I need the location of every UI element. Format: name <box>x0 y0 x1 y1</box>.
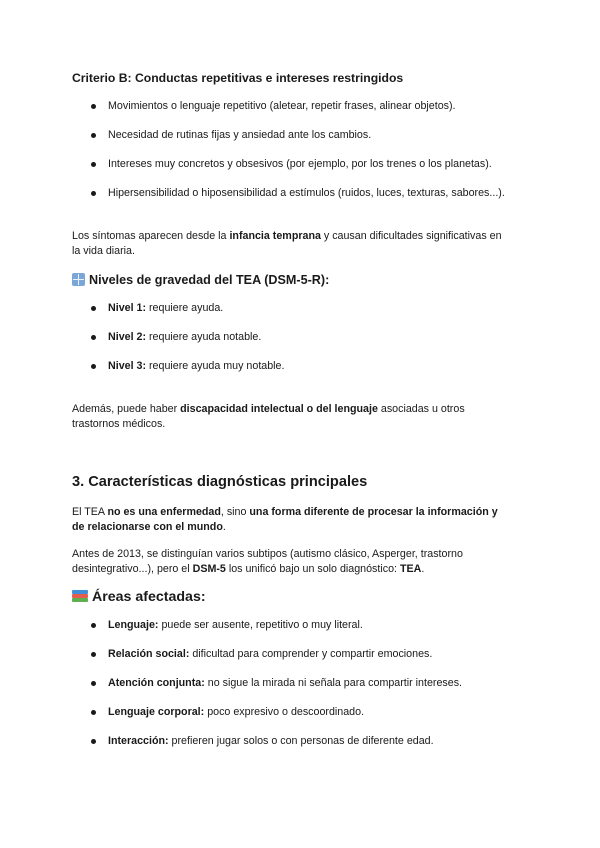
bullet-icon <box>91 623 96 628</box>
bullet-icon <box>91 710 96 715</box>
document-page: Criterio B: Conductas repetitivas e intereses restringidos Movimientos o lenguaje repetitivo (aletear, repetir frases, alinear objetos). Necesidad de rutinas fijas y ansiedad ante los cambios. Intereses muy concretos y obsesivos (por ejemplo, por los trenes o los planetas). Hipersensibilidad o hiposensibilidad a estímulos (ruidos, luces, texturas, sabores...). Los síntomas aparecen desde la infancia temprana y causan dificultades significativas en la vida diaria. Niveles de gravedad del TEA (DSM-5-R): Nivel 1: requiere ayuda. Nivel 2: requiere ayuda notable. Nivel 3: requiere ayuda muy notable. Además, puede haber discapacidad intelectual o del lenguaje asociadas u otros trastornos médicos. 3. Características diagnósticas principales El TEA no es una enfermedad, sino una forma diferente de procesar la información y de relacionarse con el mundo. Antes de 2013, se distinguían varios subtipos (autismo clásico, Asperger, trastorno desintegrativo...), pero el DSM-5 los unificó bajo un solo diagnóstico: TEA. Áreas afectadas: Lenguaje: puede ser ausente, repetitivo o muy literal. Relación social: dificultad para comprender y compartir emociones. Atención conjunta: no sigue la mirada ni señala para compartir intereses. Lenguaje corporal: poco expresivo o descoordinado. Interacción: prefieren jugar solos o con personas de diferente edad. <box>0 0 600 848</box>
section-3-heading: 3. Características diagnósticas principales <box>72 474 368 490</box>
bullet-icon <box>91 364 96 369</box>
tea-definition-paragraph: El TEA no es una enfermedad, sino una forma diferente de procesar la información y de relacionarse con el mundo. <box>72 506 498 533</box>
areas-heading: Áreas afectadas: <box>72 589 206 605</box>
criterio-b-heading: Criterio B: Conductas repetitivas e intereses restringidos <box>72 71 404 85</box>
subtypes-paragraph: Antes de 2013, se distinguían varios subtipos (autismo clásico, Asperger, trastorno desintegrativo...), pero el DSM-5 los unificó bajo un solo diagnóstico: TEA. <box>72 548 463 575</box>
sintomas-paragraph: Los síntomas aparecen desde la infancia temprana y causan dificultades significativas en la vida diaria. <box>72 230 502 257</box>
bullet-icon <box>91 104 96 109</box>
bullet-icon <box>91 191 96 196</box>
ademas-paragraph: Además, puede haber discapacidad intelectual o del lenguaje asociadas u otros trastornos médicos. <box>72 403 465 430</box>
bullet-icon <box>91 652 96 657</box>
books-icon <box>72 589 88 603</box>
bullet-icon <box>91 162 96 167</box>
bullet-icon <box>91 133 96 138</box>
niveles-heading: Niveles de gravedad del TEA (DSM-5-R): <box>72 273 329 287</box>
bullet-icon <box>91 681 96 686</box>
bullet-icon <box>91 739 96 744</box>
bullet-icon <box>91 335 96 340</box>
bullet-icon <box>91 306 96 311</box>
numbers-icon <box>72 273 85 286</box>
